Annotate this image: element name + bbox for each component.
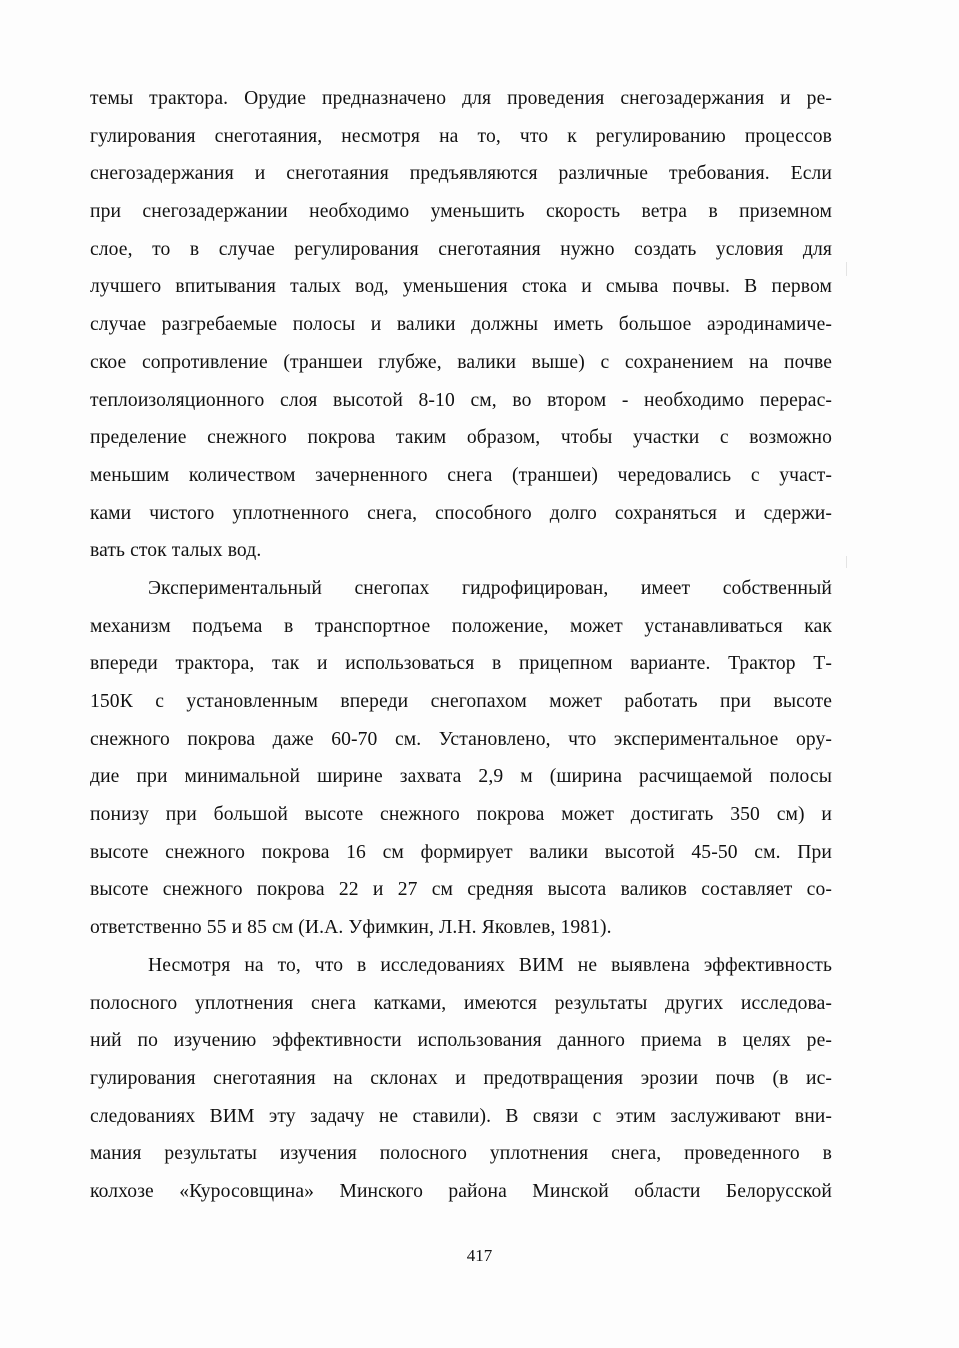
body-text [90, 80, 832, 1211]
text-line: колхозе «Куросовщина» Минского района Минской области Белорусской [90, 1180, 832, 1202]
text-line: слое, то в случае регулирования снеготаяния нужно создать условия для [90, 238, 832, 260]
paragraph-1 [90, 80, 832, 570]
text-line: вать сток талых вод. [90, 540, 262, 562]
text-line: полосного уплотнения снега катками, имеются результаты других исследова- [90, 992, 832, 1014]
paragraph-3 [90, 947, 832, 1211]
text-line: понизу при большой высоте снежного покрова может достигать 350 см) и [90, 804, 832, 826]
text-line: ний по изучению эффективности использования данного приема в целях ре- [90, 1030, 832, 1052]
page-number: 417 [466, 1246, 493, 1265]
text-line: ками чистого уплотненного снега, способного долго сохраняться и сдержи- [90, 502, 832, 524]
text-line: механизм подъема в транспортное положение, может устанавливаться как [90, 615, 832, 637]
scan-artifact [846, 262, 847, 276]
text-line: Несмотря на то, что в исследованиях ВИМ не выявлена эффективность [148, 954, 832, 976]
text-line: снежного покрова даже 60-70 см. Установлено, что экспериментальное ору- [90, 728, 832, 750]
text-line: меньшим количеством зачерненного снега (траншеи) чередовались с участ- [90, 464, 832, 486]
text-line: снегозадержания и снеготаяния предъявляются различные требования. Если [90, 163, 832, 185]
text-line: 150К с установленным впереди снегопахом может работать при высоте [90, 691, 832, 712]
text-line: Экспериментальный снегопах гидрофицирован, имеет собственный [148, 577, 832, 599]
text-line: высоте снежного покрова 16 см формирует валики высотой 45-50 см. При [90, 841, 832, 863]
text-line: следованиях ВИМ эту задачу не ставили). В связи с этим заслуживают вни- [90, 1105, 832, 1127]
text-line: темы трактора. Орудие предназначено для проведения снегозадержания и ре- [90, 88, 832, 109]
scan-artifact [846, 556, 847, 568]
text-line: лучшего впитывания талых вод, уменьшения стока и смыва почвы. В первом [90, 276, 832, 298]
text-line: мания результаты изучения полосного уплотнения снега, проведенного в [90, 1143, 832, 1165]
paragraph-2 [90, 570, 832, 947]
text-line: гулирования снеготаяния, несмотря на то, что к регулированию процессов [90, 125, 832, 147]
text-line: случае разгребаемые полосы и валики должны иметь большое аэродинамиче- [90, 314, 832, 336]
text-line: пределение снежного покрова таким образом, чтобы участки с возможно [90, 427, 832, 449]
text-line: впереди трактора, так и использоваться в прицепном варианте. Трактор Т- [90, 653, 832, 675]
text-line: дие при минимальной ширине захвата 2,9 м (ширина расчищаемой полосы [90, 766, 832, 788]
text-line: высоте снежного покрова 22 и 27 см средняя высота валиков составляет со- [90, 879, 832, 901]
text-line: теплоизоляционного слоя высотой 8-10 см, во втором - необходимо перерас- [90, 389, 832, 411]
text-line: при снегозадержании необходимо уменьшить скорость ветра в приземном [90, 201, 832, 223]
text-line: ответственно 55 и 85 см (И.А. Уфимкин, Л.Н. Яковлев, 1981). [90, 917, 612, 939]
text-line: ское сопротивление (траншеи глубже, валики выше) с сохранением на почве [90, 351, 832, 373]
text-line: гулирования снеготаяния на склонах и предотвращения эрозии почв (в ис- [90, 1067, 832, 1089]
